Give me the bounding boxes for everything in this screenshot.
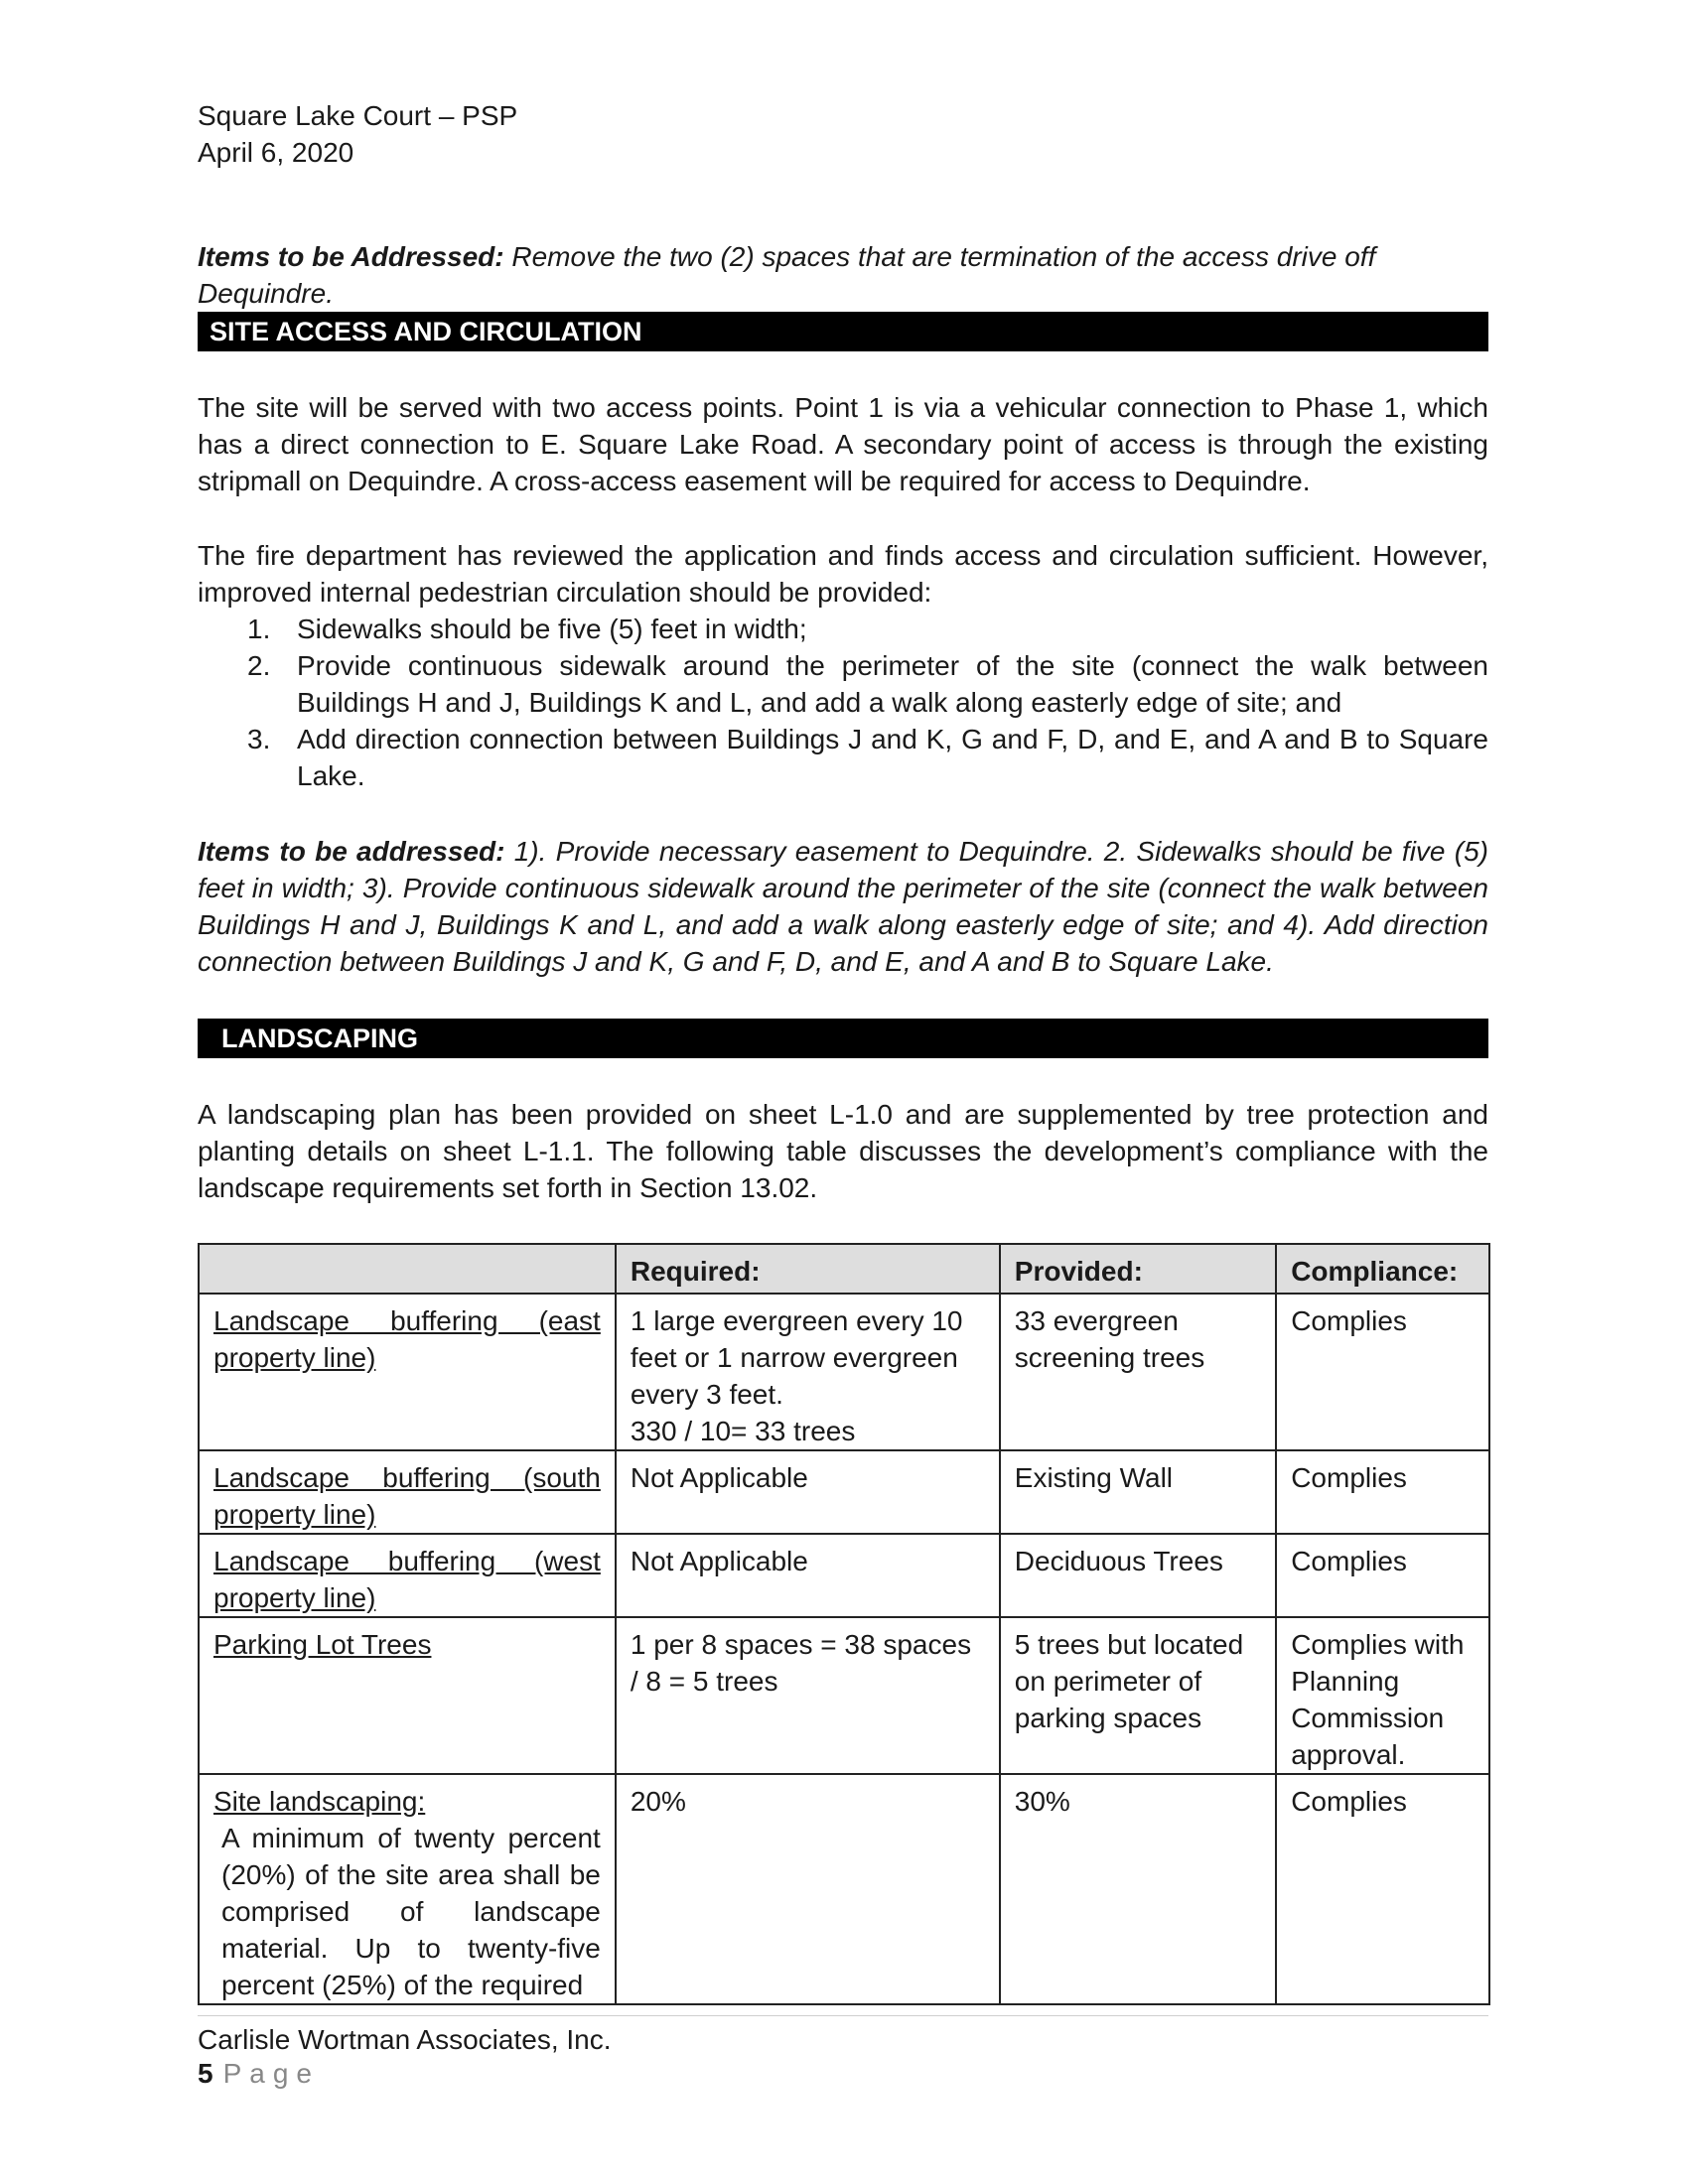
- page-word: Page: [222, 2058, 320, 2089]
- cell-item: [199, 1294, 616, 1450]
- cell-compliance: Complies: [1276, 1534, 1489, 1617]
- item-name: Landscape buffering (south property line): [213, 1462, 601, 1530]
- page-number-value: 5: [198, 2058, 213, 2089]
- cell-item: [199, 1774, 616, 2004]
- document-header: [198, 97, 517, 171]
- cell-item: [199, 1617, 616, 1774]
- paragraph-access-points: The site will be served with two access points. Point 1 is via a vehicular connection to Phase 1, which has a direct connection to E. Square Lake Road. A secondary point of access is through the existing stripmall on Dequindre. A cross-access easement will be required for access to Dequindre.: [198, 392, 1488, 496]
- cell-provided: 33 evergreen screening trees: [1000, 1294, 1276, 1450]
- header-title: Square Lake Court – PSP: [198, 100, 518, 131]
- section-heading-site-access: SITE ACCESS AND CIRCULATION: [198, 312, 1488, 351]
- table-row: [199, 1534, 1489, 1617]
- items-text: Remove the two (2) spaces that are termination of the access drive off Dequindre.: [198, 241, 1376, 309]
- list-number: 3.: [247, 724, 271, 754]
- cell-item: [199, 1534, 616, 1617]
- list-number: 1.: [247, 614, 271, 644]
- list-number: 2.: [247, 650, 271, 681]
- header-date: April 6, 2020: [198, 137, 354, 168]
- cell-compliance: Complies: [1276, 1774, 1489, 2004]
- page-number: [198, 2055, 320, 2092]
- list-item: [198, 721, 1488, 794]
- cell-required: Not Applicable: [616, 1450, 1000, 1534]
- header-required: Required:: [616, 1244, 1000, 1294]
- list-text: Sidewalks should be five (5) feet in width;: [297, 614, 807, 644]
- table-row: [199, 1294, 1489, 1450]
- cell-required: 1 per 8 spaces = 38 spaces / 8 = 5 trees: [616, 1617, 1000, 1774]
- table-header-row: [199, 1244, 1489, 1294]
- items-label: Items to be Addressed:: [198, 241, 504, 272]
- item-description: A minimum of twenty percent (20%) of the site area shall be comprised of landscape material. Up to twenty-five percent (25%) of the required: [221, 1823, 601, 2000]
- list-text: Add direction connection between Buildings J and K, G and F, D, and E, and A and B to Square Lake.: [297, 724, 1488, 791]
- footer-divider: [198, 2015, 1488, 2016]
- cell-compliance: Complies: [1276, 1450, 1489, 1534]
- cell-required: Not Applicable: [616, 1534, 1000, 1617]
- header-compliance: Compliance:: [1276, 1244, 1489, 1294]
- items-label: Items to be addressed:: [198, 836, 505, 867]
- cell-provided: Deciduous Trees: [1000, 1534, 1276, 1617]
- items-to-address-access: [198, 833, 1488, 980]
- header-provided: Provided:: [1000, 1244, 1276, 1294]
- paragraph-fire-department: The fire department has reviewed the application and finds access and circulation sufficient. However, improved internal pedestrian circulation should be provided:: [198, 540, 1488, 608]
- item-name: Parking Lot Trees: [213, 1629, 432, 1660]
- cell-item: [199, 1450, 616, 1534]
- pedestrian-list: [198, 611, 1488, 794]
- cell-compliance: Complies with Planning Commission approval.: [1276, 1617, 1489, 1774]
- item-name: Landscape buffering (east property line): [213, 1305, 601, 1373]
- paragraph-landscaping-plan: A landscaping plan has been provided on sheet L-1.0 and are supplemented by tree protection and planting details on sheet L-1.1. The following table discusses the development’s compliance with the landscape requirements set forth in Section 13.02.: [198, 1099, 1488, 1203]
- item-name: Landscape buffering (west property line): [213, 1546, 601, 1613]
- items-text: 1). Provide necessary easement to Dequindre. 2. Sidewalks should be five (5) feet in width; 3). Provide continuous sidewalk around the perimeter of the site (connect the walk between Buildings H and J, Buildings K and L, and add a walk along easterly edge of site; and 4). Add direction connection between Buildings J and K, G and F, D, and E, and A and B to Square Lake.: [198, 836, 1488, 977]
- table-row: [199, 1450, 1489, 1534]
- cell-required: 20%: [616, 1774, 1000, 2004]
- landscaping-table: [198, 1243, 1490, 2005]
- table-row: [199, 1774, 1489, 2004]
- cell-provided: 5 trees but located on perimeter of parking spaces: [1000, 1617, 1276, 1774]
- footer-company: Carlisle Wortman Associates, Inc.: [198, 2024, 612, 2055]
- list-item: [198, 611, 1488, 647]
- header-blank: [199, 1244, 616, 1294]
- section-heading-landscaping: LANDSCAPING: [198, 1019, 1488, 1058]
- item-name: Site landscaping:: [213, 1786, 426, 1817]
- cell-required: 1 large evergreen every 10 feet or 1 narrow evergreen every 3 feet. 330 / 10= 33 trees: [616, 1294, 1000, 1450]
- cell-provided: 30%: [1000, 1774, 1276, 2004]
- list-item: [198, 647, 1488, 721]
- document-page: [198, 0, 1488, 2184]
- cell-compliance: Complies: [1276, 1294, 1489, 1450]
- items-to-address-parking: [198, 238, 1488, 312]
- cell-provided: Existing Wall: [1000, 1450, 1276, 1534]
- table-row: [199, 1617, 1489, 1774]
- list-text: Provide continuous sidewalk around the perimeter of the site (connect the walk between Buildings H and J, Buildings K and L, and add a walk along easterly edge of site; and: [297, 650, 1488, 718]
